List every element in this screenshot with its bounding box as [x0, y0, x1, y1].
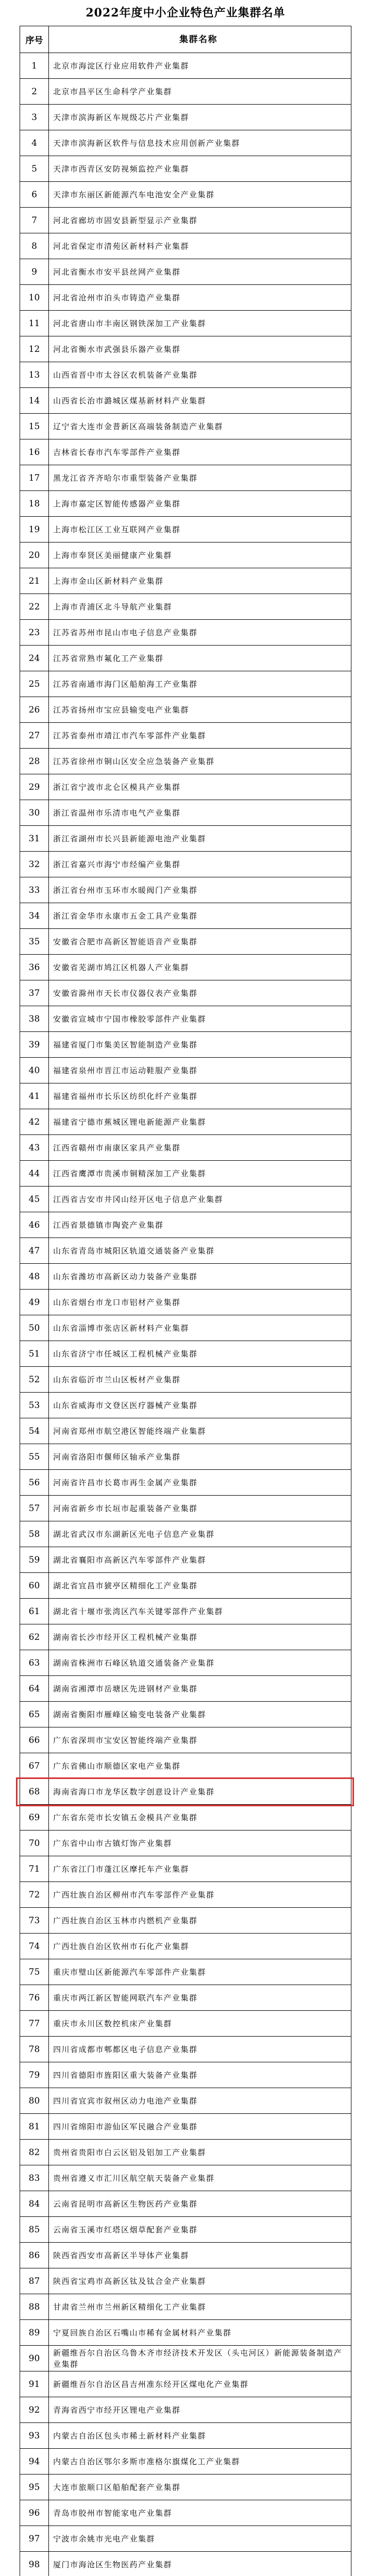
cluster-name: 四川省宜宾市叙州区动力电池产业集群: [53, 2096, 198, 2106]
table-row: [20, 1264, 351, 1290]
row-number: 14: [20, 388, 49, 413]
row-number: 73: [20, 1908, 49, 1933]
table-row: [20, 749, 351, 774]
table-row: [20, 774, 351, 800]
cluster-name: 广东省中山市古镇灯饰产业集群: [53, 1838, 173, 1848]
row-number: 74: [20, 1934, 49, 1959]
cluster-name: 山东省济宁市任城区工程机械产业集群: [53, 1349, 198, 1359]
cluster-name: 广东省深圳市宝安区智能终端产业集群: [53, 1735, 198, 1745]
cluster-name: 安徽省宣城市宁国市橡胶零部件产业集群: [53, 1014, 207, 1024]
row-number: 11: [20, 311, 49, 336]
cluster-name: 广西壮族自治区玉林市内燃机产业集群: [53, 1916, 198, 1925]
row-number: 61: [20, 1599, 49, 1624]
row-number: 58: [20, 1521, 49, 1547]
row-number: 63: [20, 1650, 49, 1675]
row-number: 46: [20, 1212, 49, 1238]
table-row: [20, 1006, 351, 1032]
row-number: 38: [20, 1006, 49, 1031]
table-row: [20, 2423, 351, 2449]
table-row: [20, 1959, 351, 1985]
table-row: [20, 800, 351, 826]
cluster-name: 江西省吉安市井冈山经开区电子信息产业集群: [53, 1194, 224, 1204]
table-row: [20, 2320, 351, 2346]
row-number: 97: [20, 2526, 49, 2551]
row-number: 64: [20, 1676, 49, 1701]
cluster-name: 四川省德阳市旌阳区重大装备产业集群: [53, 2070, 198, 2080]
table-row: [20, 491, 351, 517]
row-number: 71: [20, 1856, 49, 1882]
cluster-name: 河北省保定市清苑区新材料产业集群: [53, 241, 190, 251]
table-row: [20, 646, 351, 671]
cluster-name: 新疆维吾尔自治区乌鲁木齐市经济技术开发区（头屯河区）新能源装备制造产业集群: [53, 2348, 343, 2369]
row-number: 44: [20, 1161, 49, 1186]
row-number: 98: [20, 2552, 49, 2576]
cluster-name: 上海市青浦区北斗导航产业集群: [53, 602, 173, 612]
table-row: [20, 1058, 351, 1083]
table-row: [20, 1650, 351, 1676]
table-row: [20, 1367, 351, 1393]
cluster-name: 宁夏回族自治区石嘴山市稀有金属材料产业集群: [53, 2328, 232, 2337]
cluster-name: 河南省洛阳市偃师区轴承产业集群: [53, 1452, 181, 1462]
cluster-name: 浙江省湖州市长兴县新能源电池产业集群: [53, 834, 207, 843]
row-number: 25: [20, 671, 49, 697]
cluster-name: 浙江省温州市乐清市电气产业集群: [53, 808, 181, 818]
row-number: 30: [20, 800, 49, 825]
table-row: [20, 2500, 351, 2526]
table-row: [20, 980, 351, 1006]
row-number: 31: [20, 826, 49, 851]
table-row: [20, 1856, 351, 1882]
table-row: [20, 1753, 351, 1779]
cluster-name: 山东省潍坊市高新区动力装备产业集群: [53, 1272, 198, 1281]
table-row: [20, 259, 351, 285]
table-row: [20, 2371, 351, 2397]
cluster-name: 河南省郑州市航空港区智能终端产业集群: [53, 1426, 207, 1436]
table-row: [20, 105, 351, 130]
table-row: [20, 2114, 351, 2140]
cluster-name: 福建省厦门市集美区智能制造产业集群: [53, 1040, 198, 1049]
cluster-name: 云南省昆明市高新区生物医药产业集群: [53, 2199, 198, 2209]
row-number: 8: [20, 233, 49, 259]
cluster-name: 青岛市胶州市智能家电产业集群: [53, 2508, 173, 2518]
row-number: 79: [20, 2062, 49, 2088]
table-row: [20, 130, 351, 156]
cluster-name: 江苏省常熟市氟化工产业集群: [53, 653, 164, 663]
table-header-row: [20, 26, 351, 53]
row-number: 66: [20, 1727, 49, 1753]
cluster-name: 陕西省西安市高新区半导体产业集群: [53, 2250, 190, 2260]
cluster-name: 江西省景德镇市陶瓷产业集群: [53, 1220, 164, 1230]
table-row: [20, 2294, 351, 2320]
table-row: [20, 1290, 351, 1315]
cluster-name: 厦门市海沧区生物医药产业集群: [53, 2560, 173, 2569]
row-number: 48: [20, 1264, 49, 1289]
row-number: 86: [20, 2243, 49, 2268]
cluster-name: 河北省唐山市丰南区钢铁深加工产业集群: [53, 318, 207, 328]
cluster-name: 重庆市两江新区智能网联汽车产业集群: [53, 1993, 198, 2003]
table-row: [20, 1521, 351, 1547]
cluster-name: 福建省福州市长乐区纺织化纤产业集群: [53, 1091, 198, 1101]
cluster-name: 山东省威海市文登区医疗器械产业集群: [53, 1400, 198, 1410]
cluster-name: 内蒙古自治区鄂尔多斯市准格尔旗煤化工产业集群: [53, 2456, 241, 2466]
row-number: 47: [20, 1238, 49, 1263]
cluster-name: 湖北省襄阳市高新区汽车零部件产业集群: [53, 1555, 207, 1565]
table-row: [20, 1212, 351, 1238]
table-row: [20, 156, 351, 182]
row-number: 3: [20, 105, 49, 130]
table-row: [20, 1161, 351, 1187]
table-row: [20, 2449, 351, 2475]
table-row: [20, 1444, 351, 1470]
cluster-name: 湖北省十堰市张湾区汽车关键零部件产业集群: [53, 1606, 224, 1616]
row-number: 88: [20, 2294, 49, 2319]
cluster-name: 上海市嘉定区智能传感器产业集群: [53, 499, 181, 509]
header-name: 集群名称: [179, 34, 217, 45]
cluster-name: 贵州省贵阳市白云区铝及铝加工产业集群: [53, 2147, 207, 2157]
row-number: 89: [20, 2320, 49, 2345]
row-number: 90: [20, 2346, 49, 2371]
row-number: 28: [20, 749, 49, 774]
table-row: [20, 311, 351, 336]
cluster-name: 河南省许昌市长葛市再生金属产业集群: [53, 1478, 198, 1487]
cluster-name: 天津市东丽区新能源汽车电池安全产业集群: [53, 190, 215, 199]
row-number: 34: [20, 903, 49, 928]
header-no: 序号: [20, 26, 49, 53]
cluster-name: 河北省衡水市武强县乐器产业集群: [53, 344, 181, 354]
table-row: [20, 826, 351, 852]
row-number: 81: [20, 2114, 49, 2139]
row-number: 37: [20, 980, 49, 1006]
table-row: [20, 1727, 351, 1753]
cluster-name: 重庆市璧山区新能源汽车零部件产业集群: [53, 1967, 207, 1977]
table-row: [20, 568, 351, 594]
table-row: [20, 362, 351, 388]
row-number: 15: [20, 414, 49, 439]
cluster-name: 上海市奉贤区美丽健康产业集群: [53, 550, 173, 560]
cluster-name: 广西壮族自治区钦州市石化产业集群: [53, 1941, 190, 1951]
row-number: 6: [20, 182, 49, 207]
cluster-name: 浙江省台州市玉环市水暖阀门产业集群: [53, 885, 198, 895]
row-number: 83: [20, 2165, 49, 2191]
cluster-name: 浙江省宁波市北仑区模具产业集群: [53, 782, 181, 792]
table-row: [20, 1238, 351, 1264]
row-number: 39: [20, 1032, 49, 1057]
table-row: [20, 2346, 351, 2371]
table-row: [20, 1032, 351, 1058]
table-row: [20, 1624, 351, 1650]
table-row: [20, 1779, 351, 1805]
table-row: [20, 955, 351, 980]
row-number: 85: [20, 2217, 49, 2242]
cluster-name: 黑龙江省齐齐哈尔市重型装备产业集群: [53, 473, 198, 483]
cluster-name: 江苏省徐州市铜山区安全应急装备产业集群: [53, 756, 215, 766]
row-number: 35: [20, 929, 49, 954]
table-row: [20, 723, 351, 749]
row-number: 19: [20, 517, 49, 542]
cluster-name: 上海市金山区新材料产业集群: [53, 576, 164, 586]
row-number: 21: [20, 568, 49, 594]
cluster-name: 山西省晋中市太谷区农机装备产业集群: [53, 370, 198, 380]
row-number: 92: [20, 2397, 49, 2422]
table-row: [20, 1573, 351, 1599]
row-number: 12: [20, 336, 49, 362]
row-number: 55: [20, 1444, 49, 1469]
row-number: 36: [20, 955, 49, 980]
row-number: 41: [20, 1083, 49, 1109]
row-number: 96: [20, 2500, 49, 2526]
cluster-name: 山东省临沂市兰山区板材产业集群: [53, 1375, 181, 1384]
table-row: [20, 517, 351, 543]
cluster-name: 广东省江门市蓬江区摩托车产业集群: [53, 1864, 190, 1874]
cluster-name: 天津市滨海新区软件与信息技术应用创新产业集群: [53, 138, 241, 148]
cluster-name: 宁波市余姚市光电产业集群: [53, 2534, 156, 2544]
row-number: 59: [20, 1547, 49, 1572]
row-number: 49: [20, 1290, 49, 1315]
table-row: [20, 1418, 351, 1444]
cluster-name: 北京市昌平区生命科学产业集群: [53, 87, 173, 96]
table-row: [20, 2552, 351, 2576]
cluster-name: 天津市西青区安防视频监控产业集群: [53, 164, 190, 174]
table-row: [20, 208, 351, 233]
cluster-name: 大连市旅顺口区船舶配套产业集群: [53, 2482, 181, 2492]
table-row: [20, 1109, 351, 1135]
table-row: [20, 465, 351, 491]
row-number: 29: [20, 774, 49, 800]
row-number: 53: [20, 1393, 49, 1418]
row-number: 84: [20, 2191, 49, 2216]
cluster-name: 四川省成都市郫都区电子信息产业集群: [53, 2044, 198, 2054]
table-row: [20, 53, 351, 79]
cluster-name: 湖南省衡阳市雁峰区输变电装备产业集群: [53, 1709, 207, 1719]
row-number: 50: [20, 1315, 49, 1341]
table-row: [20, 903, 351, 929]
table-row: [20, 1702, 351, 1727]
table-row: [20, 1985, 351, 2011]
cluster-name: 福建省宁德市蕉城区锂电新能源产业集群: [53, 1117, 207, 1127]
row-number: 76: [20, 1985, 49, 2010]
row-number: 72: [20, 1882, 49, 1907]
row-number: 9: [20, 259, 49, 284]
table-row: [20, 2475, 351, 2500]
table-row: [20, 2088, 351, 2114]
table-row: [20, 1831, 351, 1856]
table-row: [20, 1341, 351, 1367]
row-number: 70: [20, 1831, 49, 1856]
cluster-name: 山西省长治市潞城区煤基新材料产业集群: [53, 396, 207, 405]
table-row: [20, 2165, 351, 2191]
row-number: 43: [20, 1135, 49, 1160]
cluster-name: 广西壮族自治区柳州市汽车零部件产业集群: [53, 1890, 215, 1900]
table-row: [20, 594, 351, 620]
table-row: [20, 929, 351, 955]
table-row: [20, 2268, 351, 2294]
page-title: 2022年度中小企业特色产业集群名单: [86, 6, 285, 20]
row-number: 13: [20, 362, 49, 387]
table-row: [20, 1676, 351, 1702]
table-row: [20, 1805, 351, 1831]
row-number: 68: [20, 1779, 49, 1804]
row-number: 20: [20, 543, 49, 568]
row-number: 2: [20, 79, 49, 104]
row-number: 94: [20, 2449, 49, 2474]
row-number: 77: [20, 2011, 49, 2036]
table-row: [20, 2526, 351, 2552]
cluster-name: 云南省玉溪市红塔区烟草配套产业集群: [53, 2225, 198, 2234]
cluster-name: 湖南省湘潭市岳塘区先进钢材产业集群: [53, 1684, 198, 1693]
row-number: 42: [20, 1109, 49, 1134]
cluster-name: 海南省海口市龙华区数字创意设计产业集群: [53, 1787, 215, 1797]
row-number: 7: [20, 208, 49, 233]
cluster-name: 浙江省金华市永康市五金工具产业集群: [53, 911, 198, 921]
table-row: [20, 852, 351, 877]
row-number: 32: [20, 852, 49, 877]
table-row: [20, 1393, 351, 1418]
row-number: 87: [20, 2268, 49, 2294]
cluster-name: 陕西省宝鸡市高新区钛及钛合金产业集群: [53, 2276, 207, 2286]
cluster-name: 湖南省长沙市经开区工程机械产业集群: [53, 1632, 198, 1642]
table-row: [20, 2140, 351, 2165]
row-number: 78: [20, 2037, 49, 2062]
table-row: [20, 2011, 351, 2037]
cluster-name: 安徽省合肥市高新区智能语音产业集群: [53, 937, 198, 946]
cluster-name: 安徽省滁州市天长市仪器仪表产业集群: [53, 988, 198, 998]
row-number: 75: [20, 1959, 49, 1985]
table-row: [20, 336, 351, 362]
row-number: 67: [20, 1753, 49, 1778]
cluster-name: 湖北省武汉市东湖新区光电子信息产业集群: [53, 1529, 215, 1539]
row-number: 62: [20, 1624, 49, 1650]
row-number: 69: [20, 1805, 49, 1830]
cluster-name: 新疆维吾尔自治区昌吉州准东经开区煤电化产业集群: [53, 2379, 249, 2389]
table-row: [20, 1599, 351, 1624]
table-row: [20, 2243, 351, 2268]
table-row: [20, 1315, 351, 1341]
row-number: 24: [20, 646, 49, 671]
row-number: 5: [20, 156, 49, 181]
cluster-name: 贵州省遵义市汇川区航空航天装备产业集群: [53, 2173, 215, 2183]
table-row: [20, 1547, 351, 1573]
cluster-name: 福建省泉州市晋江市运动鞋服产业集群: [53, 1065, 198, 1075]
cluster-name: 江苏省泰州市靖江市汽车零部件产业集群: [53, 731, 207, 740]
cluster-name: 江西省鹰潭市贵溪市铜精深加工产业集群: [53, 1168, 207, 1178]
cluster-name: 甘肃省兰州市兰州新区精细化工产业集群: [53, 2302, 207, 2312]
row-number: 27: [20, 723, 49, 748]
row-number: 52: [20, 1367, 49, 1392]
cluster-name: 山东省淄博市张店区新材料产业集群: [53, 1323, 190, 1333]
row-number: 4: [20, 130, 49, 156]
row-number: 45: [20, 1187, 49, 1212]
table-row: [20, 1470, 351, 1496]
cluster-name: 江苏省南通市海门区船舶海工产业集群: [53, 679, 198, 689]
table-row: [20, 1187, 351, 1212]
cluster-name: 浙江省嘉兴市海宁市经编产业集群: [53, 859, 181, 869]
cluster-name: 辽宁省大连市金普新区高端装备制造产业集群: [53, 421, 224, 431]
table-row: [20, 1934, 351, 1959]
row-number: 93: [20, 2423, 49, 2448]
table-row: [20, 1908, 351, 1934]
table-row: [20, 388, 351, 414]
row-number: 10: [20, 285, 49, 310]
row-number: 17: [20, 465, 49, 490]
cluster-name: 山东省烟台市龙口市铝材产业集群: [53, 1297, 181, 1307]
cluster-name: 广东省佛山市顺德区家电产业集群: [53, 1761, 181, 1771]
cluster-name: 内蒙古自治区包头市稀土新材料产业集群: [53, 2431, 207, 2441]
table-row: [20, 2217, 351, 2243]
cluster-name: 吉林省长春市汽车零部件产业集群: [53, 447, 181, 457]
cluster-name: 河北省衡水市安平县丝网产业集群: [53, 267, 181, 277]
cluster-name: 重庆市永川区数控机床产业集群: [53, 2019, 173, 2028]
table-row: [20, 1135, 351, 1161]
row-number: 26: [20, 697, 49, 722]
cluster-name: 湖北省宜昌市猇亭区精细化工产业集群: [53, 1581, 198, 1590]
table-row: [20, 1496, 351, 1521]
cluster-name: 江西省赣州市南康区家具产业集群: [53, 1143, 181, 1153]
cluster-name: 天津市滨海新区车规级芯片产业集群: [53, 112, 190, 122]
table-row: [20, 2397, 351, 2423]
row-number: 23: [20, 620, 49, 645]
row-number: 65: [20, 1702, 49, 1727]
cluster-name: 青海省西宁市经开区锂电产业集群: [53, 2405, 181, 2415]
table-row: [20, 414, 351, 439]
cluster-name: 四川省绵阳市游仙区军民融合产业集群: [53, 2122, 198, 2131]
cluster-name: 湖南省株洲市石峰区轨道交通装备产业集群: [53, 1658, 215, 1668]
row-number: 1: [20, 53, 49, 78]
table-row: [20, 2062, 351, 2088]
row-number: 54: [20, 1418, 49, 1444]
cluster-name: 上海市松江区工业互联网产业集群: [53, 524, 181, 534]
cluster-name: 江苏省苏州市昆山市电子信息产业集群: [53, 628, 198, 637]
row-number: 33: [20, 877, 49, 903]
cluster-name: 安徽省芜湖市鸠江区机器人产业集群: [53, 962, 190, 972]
row-number: 16: [20, 439, 49, 465]
row-number: 51: [20, 1341, 49, 1366]
cluster-name: 广东省东莞市长安镇五金模具产业集群: [53, 1812, 198, 1822]
row-number: 57: [20, 1496, 49, 1521]
table-row: [20, 233, 351, 259]
cluster-name: 河北省沧州市泊头市铸造产业集群: [53, 293, 181, 302]
table-row: [20, 285, 351, 311]
row-number: 91: [20, 2371, 49, 2397]
table-row: [20, 877, 351, 903]
cluster-name: 江苏省扬州市宝应县输变电产业集群: [53, 705, 190, 715]
row-number: 22: [20, 594, 49, 619]
row-number: 18: [20, 491, 49, 516]
table-row: [20, 2037, 351, 2062]
cluster-name: 山东省青岛市城阳区轨道交通装备产业集群: [53, 1246, 215, 1256]
cluster-name: 河南省新乡市长垣市起重装备产业集群: [53, 1503, 198, 1513]
cluster-name: 河北省廊坊市固安县新型显示产业集群: [53, 215, 198, 225]
row-number: 82: [20, 2140, 49, 2165]
cluster-name: 北京市海淀区行业应用软件产业集群: [53, 61, 190, 71]
row-number: 80: [20, 2088, 49, 2113]
row-number: 95: [20, 2475, 49, 2500]
row-number: 60: [20, 1573, 49, 1598]
row-number: 40: [20, 1058, 49, 1083]
table-row: [20, 697, 351, 723]
table-row: [20, 439, 351, 465]
table-row: [20, 620, 351, 646]
table-row: [20, 79, 351, 105]
row-number: 56: [20, 1470, 49, 1495]
table-row: [20, 543, 351, 568]
table-row: [20, 1083, 351, 1109]
table-row: [20, 182, 351, 208]
cluster-table: [20, 26, 351, 2576]
table-row: [20, 671, 351, 697]
table-row: [20, 1882, 351, 1908]
table-row: [20, 2191, 351, 2217]
